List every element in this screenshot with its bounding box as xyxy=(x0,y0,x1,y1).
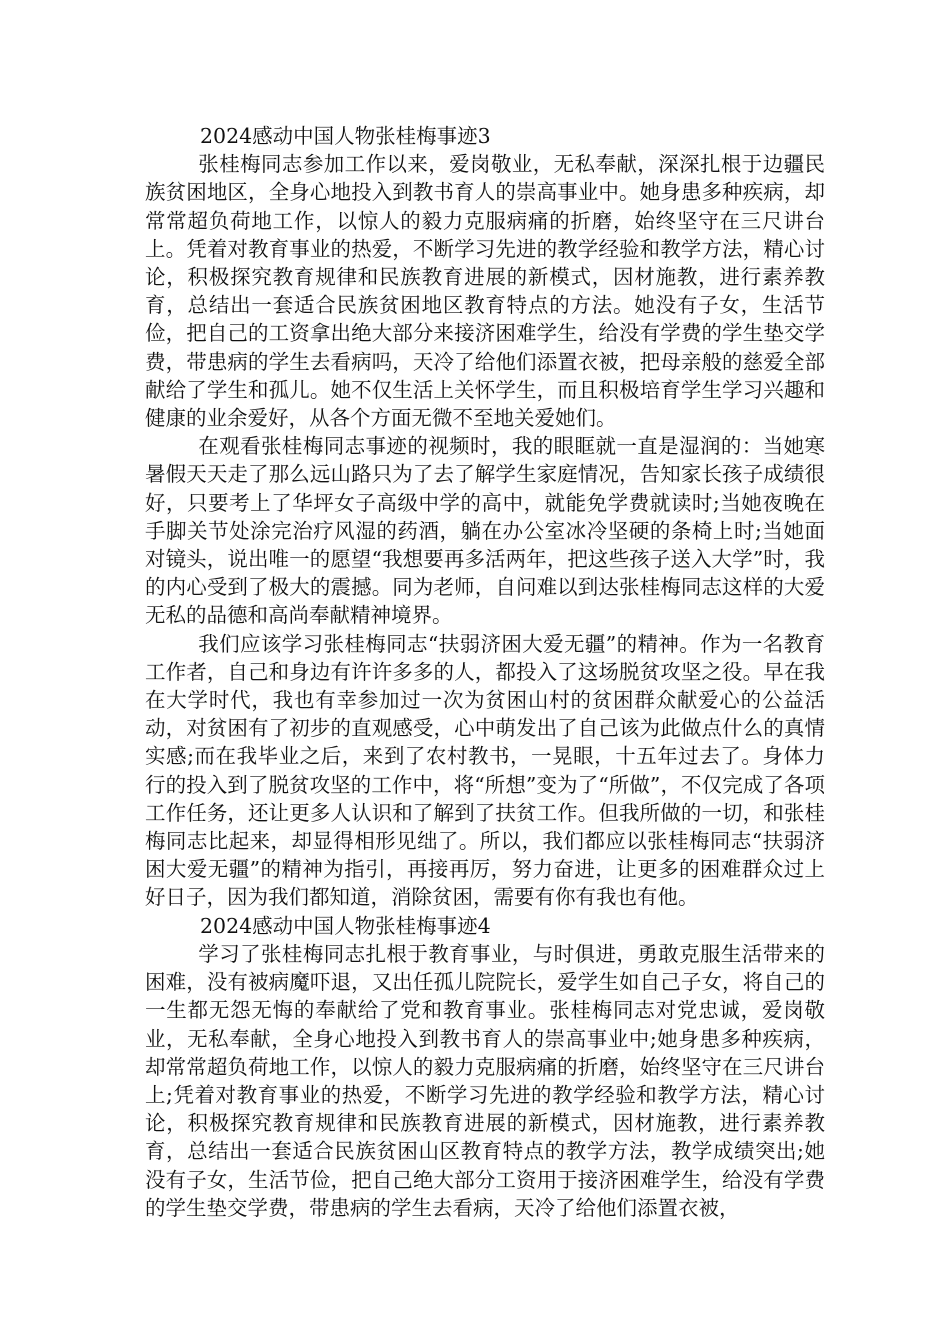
section-3-paragraph-1: 张桂梅同志参加工作以来，爱岗敬业，无私奉献，深深扎根于边疆民族贫困地区，全身心地投入到教书育人的崇高事业中。她身患多种疾病，却常常超负荷地工作，以惊人的毅力克服病痛的折磨，始终坚守在三尺讲台上。凭着对教育事业的热爱，不断学习先进的教学经验和教学方法，精心讨论，积极探究教育规律和民族教育进展的新模式，因材施教，进行素养教育，总结出一套适合民族贫困地区教育特点的方法。她没有子女，生活节俭，把自己的工资拿出绝大部分来接济困难学生，给没有学费的学生垫交学费，带患病的学生去看病吗，天冷了给他们添置衣被，把母亲般的慈爱全部献给了学生和孤儿。她不仅生活上关怀学生，而且积极培育学生学习兴趣和健康的业余爱好，从各个方面无微不至地关爱她们。 xyxy=(145,152,825,431)
section-4-paragraph-1: 学习了张桂梅同志扎根于教育事业，与时俱进，勇敢克服生活带来的困难，没有被病魔吓退，又出任孤儿院院长，爱学生如自己子女，将自己的一生都无怨无悔的奉献给了党和教育事业。张桂梅同志对党忠诚，爱岗敬业，无私奉献，全身心地投入到教书育人的崇高事业中;她身患多种疾病，却常常超负荷地工作，以惊人的毅力克服病痛的折磨，始终坚守在三尺讲台上;凭着对教育事业的热爱，不断学习先进的教学经验和教学方法，精心讨论，积极探究教育规律和民族教育进展的新模式，因材施教，进行素养教育，总结出一套适合民族贫困山区教育特点的教学方法，教学成绩突出;她没有子女，生活节俭，把自己绝大部分工资用于接济困难学生，给没有学费的学生垫交学费，带患病的学生去看病，天冷了给他们添置衣被， xyxy=(145,941,825,1220)
section-3-heading: 2024感动中国人物张桂梅事迹3 xyxy=(200,124,491,148)
section-3-paragraph-3: 我们应该学习张桂梅同志“扶弱济困大爱无疆”的精神。作为一名教育工作者，自己和身边有许许多多的人，都投入了这场脱贫攻坚之役。早在我在大学时代，我也有幸参加过一次为贫困山村的贫困群众献爱心的公益活动，对贫困有了初步的直观感受，心中萌发出了自己该为此做点什么的真情实感;而在我毕业之后，来到了农村教书，一晃眼，十五年过去了。身体力行的投入到了脱贫攻坚的工作中，将“所想”变为了“所做”，不仅完成了各项工作任务，还让更多人认识和了解到了扶贫工作。但我所做的一切，和张桂梅同志比起来，却显得相形见绌了。所以，我们都应以张桂梅同志“扶弱济困大爱无疆”的精神为指引，再接再厉，努力奋进，让更多的困难群众过上好日子，因为我们都知道，消除贫困，需要有你有我也有他。 xyxy=(145,631,825,910)
section-3-paragraph-2: 在观看张桂梅同志事迹的视频时，我的眼眶就一直是湿润的：当她寒暑假天天走了那么远山路只为了去了解学生家庭情况，告知家长孩子成绩很好，只要考上了华坪女子高级中学的高中，就能免学费就读时;当她夜晚在手脚关节处涂完治疗风湿的药酒，躺在办公室冰冷坚硬的条椅上时;当她面对镜头，说出唯一的愿望“我想要再多活两年，把这些孩子送入大学”时，我的内心受到了极大的震撼。同为老师，自问难以到达张桂梅同志这样的大爱无私的品德和高尚奉献精神境界。 xyxy=(145,434,825,628)
document-page xyxy=(145,122,825,1222)
section-4-heading: 2024感动中国人物张桂梅事迹4 xyxy=(200,913,491,938)
